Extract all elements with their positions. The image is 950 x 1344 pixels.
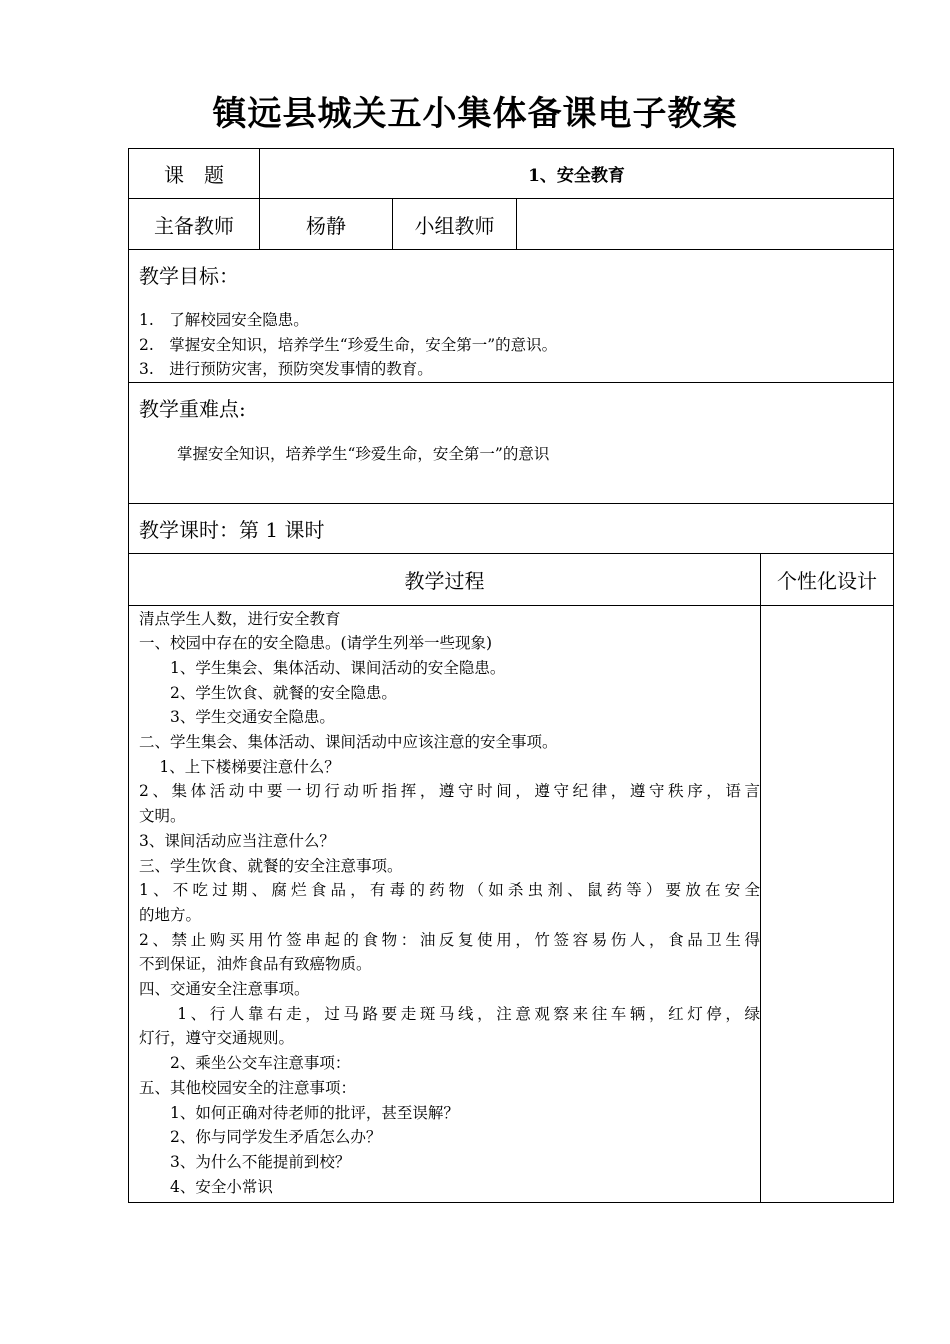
process-line: 一、校园中存在的安全隐患。(请学生列举一些现象)	[139, 634, 493, 653]
process-line: 二、学生集会、集体活动、课间活动中应该注意的安全事项。	[139, 733, 558, 752]
objectives-heading: 教学目标：	[139, 264, 239, 288]
process-line: 2、集体活动中要一切行动听指挥，遵守时间，遵守纪律，遵守秩序，语言	[139, 782, 760, 801]
process-line: 2、禁止购买用竹签串起的食物：油反复使用，竹签容易伤人，食品卫生得	[139, 930, 760, 949]
process-line: 1、如何正确对待老师的批评，甚至误解？	[139, 1103, 459, 1122]
objective-item-2: 2. 掌握安全知识，培养学生“珍爱生命，安全第一”的意识。	[139, 335, 558, 354]
process-line: 灯行，遵守交通规则。	[139, 1029, 295, 1048]
process-line: 1、不吃过期、腐烂食品，有毒的药物（如杀虫剂、鼠药等）要放在安全	[139, 881, 760, 900]
lesson-plan-table	[128, 148, 894, 1203]
key-points-heading: 教学重难点:	[139, 396, 246, 421]
process-line: 1、上下楼梯要注意什么？	[139, 757, 340, 776]
process-line: 2、学生饮食、就餐的安全隐患。	[139, 683, 397, 702]
topic-label: 课 题	[129, 149, 260, 199]
process-line: 文明。	[139, 807, 186, 826]
process-line: 不到保证，油炸食品有致癌物质。	[139, 955, 372, 974]
process-line: 四、交通安全注意事项。	[139, 980, 310, 999]
main-teacher-name: 杨静	[260, 199, 393, 250]
process-line: 4、安全小常识	[139, 1177, 273, 1196]
process-line: 三、学生饮食、就餐的安全注意事项。	[139, 856, 403, 875]
personalized-design-cell	[761, 605, 894, 1202]
page-title: 镇远县城关五小集体备课电子教案	[212, 94, 738, 134]
process-line: 清点学生人数，进行安全教育	[139, 609, 341, 628]
objectives-cell	[129, 250, 894, 383]
main-teacher-label: 主备教师	[129, 199, 260, 250]
lesson-hours: 教学课时：第 1 课时	[129, 503, 894, 553]
objective-item-1: 1. 了解校园安全隐患。	[139, 311, 309, 329]
process-content	[129, 605, 761, 1202]
process-line: 1、学生集会、集体活动、课间活动的安全隐患。	[139, 658, 506, 677]
key-points-cell	[129, 382, 894, 503]
process-line: 3、学生交通安全隐患。	[139, 708, 335, 727]
group-teacher-names	[517, 199, 894, 250]
objective-item-3: 3. 进行预防灾害，预防突发事情的教育。	[139, 360, 433, 378]
process-line: 2、乘坐公交车注意事项：	[139, 1054, 351, 1073]
personalized-design-heading: 个性化设计	[761, 553, 894, 605]
process-line: 的地方。	[139, 905, 202, 924]
group-teacher-label: 小组教师	[393, 199, 517, 250]
process-line: 五、其他校园安全的注意事项：	[139, 1078, 357, 1097]
process-line: 3、课间活动应当注意什么？	[139, 831, 335, 850]
process-line: 2、你与同学发生矛盾怎么办？	[139, 1128, 382, 1147]
key-points-text: 掌握安全知识，培养学生“珍爱生命，安全第一”的意识	[177, 444, 550, 463]
process-line: 1、行人靠右走，过马路要走斑马线，注意观察来往车辆，红灯停，绿	[139, 1004, 760, 1023]
process-line: 3、为什么不能提前到校？	[139, 1152, 351, 1171]
topic-value: 1、安全教育	[260, 149, 894, 199]
process-heading: 教学过程	[129, 553, 761, 605]
